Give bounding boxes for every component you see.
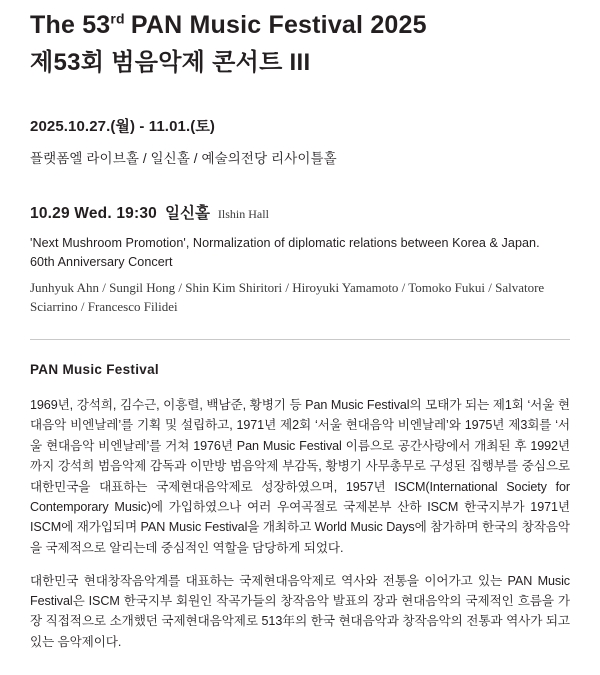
about-paragraph-1: 1969년, 강석희, 김수근, 이흥렬, 백남준, 황병기 등 Pan Music Festival의 모태가 되는 제1회 ‘서울 현대음악 비엔날레’를 기획 및 설립하고, 1971년 제2회 ‘서울 현대음악 비엔날레’와 1975년 제3회를 ‘서울 현대음악 비엔날레’를 거쳐 1976년 Pan Music Festival 이름으로 공간사랑에서 개최된 후 1992년까지 강석희 범음악제 감독과 이만방 범음악제 부감독, 황병기 사무총무로 구성된 집행부를 중심으로 대한민국을 대표하는 국제현대음악제로 성장하였으며, 1957년 ISCM(International Society for Contemporary Music)에 가입하였으나 여러 우여곡절로 국제본부 산하 ISCM 한국지부가 1971년 ISCM에 재가입되며 PAN Music Festival을 개최하고 World Music Days에 참가하며 한국의 창작음악을 국제적으로 알리는데 중심적인 역할을 담당하게 되었다.	[30, 397, 570, 555]
festival-title-english	[30, 10, 570, 41]
title-english-part1: The 53	[30, 11, 111, 39]
title-english-part2: PAN Music Festival 2025	[130, 11, 427, 39]
festival-dates: 2025.10.27.(월) - 11.01.(토)	[30, 118, 216, 136]
festival-title-korean: 제53회 범음악제 콘서트 III	[30, 49, 311, 77]
concert-subtitle: 'Next Mushroom Promotion', Normalization of diplomatic relations between Korea & Japan. 60th Anniversary Concert	[30, 236, 540, 269]
festival-venues: 플랫폼엘 라이브홀 / 일신홀 / 예술의전당 리사이틀홀	[30, 151, 337, 167]
concert-hall-korean: 일신홀	[165, 205, 210, 223]
about-paragraph-2: 대한민국 현대창작음악계를 대표하는 국제현대음악제로 역사와 전통을 이어가고 있는 PAN Music Festival은 ISCM 한국지부 회원인 작곡가들의 창작음악 발표의 장과 현대음악의 국제적인 흐름을 가장 직접적으로 소개했던 국제현대음악제로 513年의 한국 현대음악과 창작음악의 전통과 역사가 되고 있는 음악제이다.	[30, 573, 570, 649]
section-divider	[30, 339, 570, 340]
concert-header	[30, 201, 570, 223]
concert-performers: Junhyuk Ahn / Sungil Hong / Shin Kim Shiritori / Hiroyuki Yamamoto / Tomoko Fukui / Salvatore Sciarrino / Francesco Filidei	[30, 279, 545, 315]
concert-date-time: 10.29 Wed. 19:30	[30, 205, 157, 223]
about-heading: PAN Music Festival	[30, 361, 159, 377]
concert-hall-english: Ilshin Hall	[217, 207, 269, 222]
title-ordinal-suffix: rd	[110, 10, 125, 27]
